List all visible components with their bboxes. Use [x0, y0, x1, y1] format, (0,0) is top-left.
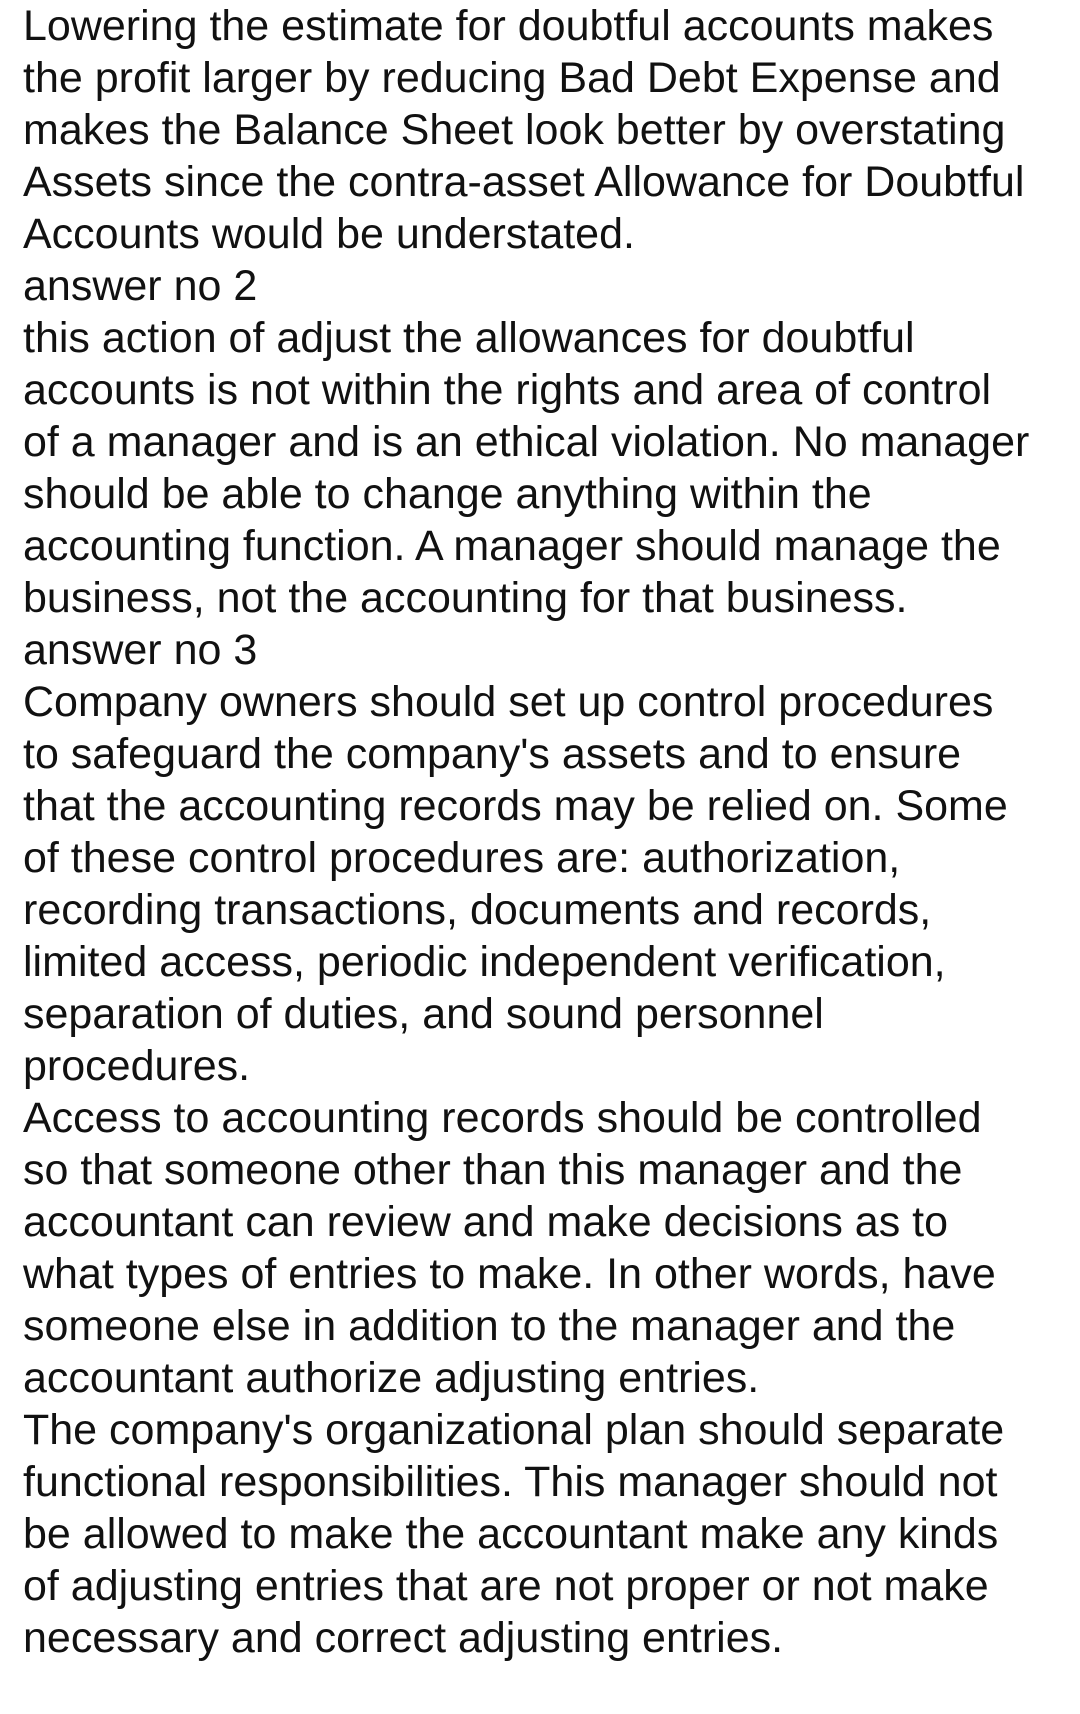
text-line: functional responsibilities. This manager should not — [23, 1458, 998, 1506]
text-line: what types of entries to make. In other words, have — [23, 1250, 996, 1298]
text-line: to safeguard the company's assets and to ensure — [23, 730, 962, 778]
text-line: accounts is not within the rights and area of control — [23, 366, 992, 414]
text-line: procedures. — [23, 1042, 251, 1090]
text-line: that the accounting records may be relied on. Some — [23, 782, 1008, 830]
answer-heading-3: answer no 3 — [23, 626, 258, 674]
text-line: should be able to change anything within the — [23, 470, 872, 518]
text-line: the profit larger by reducing Bad Debt Expense and — [23, 54, 1001, 102]
answer-heading-2: answer no 2 — [23, 262, 258, 310]
text-line: be allowed to make the accountant make any kinds — [23, 1510, 999, 1558]
text-line: of a manager and is an ethical violation. No manager — [23, 418, 1030, 466]
text-line: Access to accounting records should be controlled — [23, 1094, 982, 1142]
answer-text-block — [23, 0, 1068, 1664]
text-line: limited access, periodic independent verification, — [23, 938, 946, 986]
text-line: this action of adjust the allowances for doubtful — [23, 314, 915, 362]
text-line: separation of duties, and sound personnel — [23, 990, 824, 1038]
text-line: someone else in addition to the manager and the — [23, 1302, 956, 1350]
text-line: Assets since the contra-asset Allowance for Doubtful — [23, 158, 1025, 206]
text-line: Accounts would be understated. — [23, 210, 635, 258]
text-line: of these control procedures are: authorization, — [23, 834, 901, 882]
text-line: business, not the accounting for that business. — [23, 574, 908, 622]
text-line: recording transactions, documents and records, — [23, 886, 932, 934]
text-line: necessary and correct adjusting entries. — [23, 1614, 784, 1662]
text-line: accountant can review and make decisions as to — [23, 1198, 949, 1246]
text-line: makes the Balance Sheet look better by overstating — [23, 106, 1006, 154]
text-line: The company's organizational plan should separate — [23, 1406, 1005, 1454]
text-line: accounting function. A manager should manage the — [23, 522, 1001, 570]
text-line: Lowering the estimate for doubtful accounts makes — [23, 2, 994, 50]
text-line: Company owners should set up control procedures — [23, 678, 994, 726]
text-line: so that someone other than this manager and the — [23, 1146, 963, 1194]
text-line: of adjusting entries that are not proper or not make — [23, 1562, 989, 1610]
text-line: accountant authorize adjusting entries. — [23, 1354, 760, 1402]
